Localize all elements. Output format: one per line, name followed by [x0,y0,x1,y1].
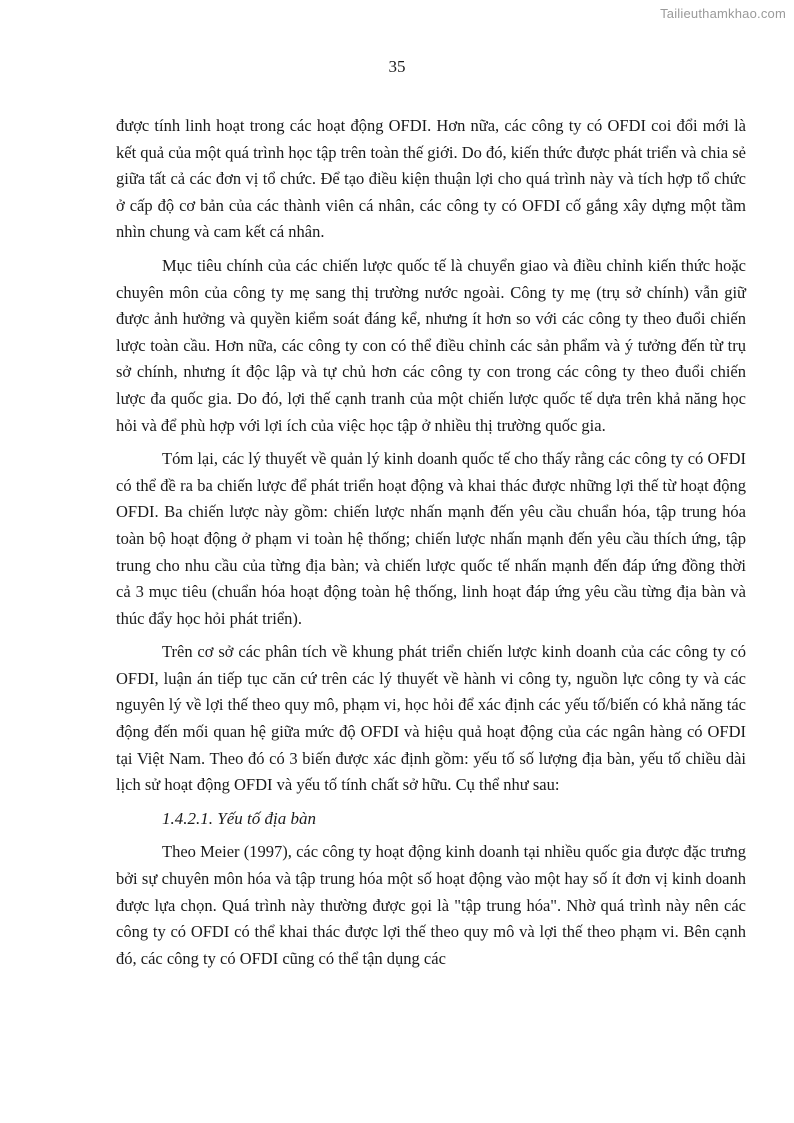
document-body [116,113,746,979]
paragraph-1: được tính linh hoạt trong các hoạt động OFDI. Hơn nữa, các công ty có OFDI coi đổi mới là kết quả của một quá trình học tập trên toàn thế giới. Do đó, kiến thức được phát triển và chia sẻ giữa tất cả các đơn vị tổ chức. Để tạo điều kiện thuận lợi cho quá trình này và tích hợp tổ chức ở cấp độ cơ bản của các thành viên cá nhân, các công ty có OFDI cố gắng xây dựng một tầm nhìn chung và cam kết cá nhân. [116,116,746,242]
paragraph-4: Trên cơ sở các phân tích về khung phát triển chiến lược kinh doanh của các công ty có OFDI, luận án tiếp tục căn cứ trên các lý thuyết về hành vi công ty, nguồn lực công ty và các nguyên lý về lợi thế theo quy mô, phạm vi, học hỏi để xác định các yếu tố/biến có khả năng tác động đến mối quan hệ giữa mức độ OFDI và hiệu quả hoạt động của các ngân hàng có OFDI tại Việt Nam. Theo đó có 3 biến được xác định gồm: yếu tố số lượng địa bàn, yếu tố chiều dài lịch sử hoạt động OFDI và yếu tố tính chất sở hữu. Cụ thể như sau: [116,642,746,795]
paragraph-3: Tóm lại, các lý thuyết về quản lý kinh doanh quốc tế cho thấy rằng các công ty có OFDI có thể đề ra ba chiến lược để phát triển hoạt động và khai thác được những lợi thế từ hoạt động OFDI. Ba chiến lược này gồm: chiến lược nhấn mạnh đến yêu cầu chuẩn hóa, tập trung hóa toàn bộ hoạt động ở phạm vi toàn hệ thống; chiến lược nhấn mạnh đến yêu cầu thích ứng, tập trung cho nhu cầu của từng địa bàn; và chiến lược quốc tế nhấn mạnh đến đáp ứng đồng thời cả 3 mục tiêu (chuẩn hóa hoạt động toàn hệ thống, linh hoạt đáp ứng yêu cầu từng địa bàn và thúc đẩy học hỏi phát triển). [116,449,746,628]
paragraph-2: Mục tiêu chính của các chiến lược quốc tế là chuyển giao và điều chỉnh kiến thức hoặc chuyên môn của công ty mẹ sang thị trường nước ngoài. Công ty mẹ (trụ sở chính) vẫn giữ được ảnh hưởng và quyền kiểm soát đáng kể, nhưng ít hơn so với các công ty theo đuổi chiến lược toàn cầu. Hơn nữa, các công ty con có thể điều chỉnh các sản phẩm và ý tưởng đến từ trụ sở chính, nhưng ít độc lập và tự chủ hơn các công ty con trong các công ty theo đuổi chiến lược đa quốc gia. Do đó, lợi thế cạnh tranh của một chiến lược quốc tế dựa trên khả năng học hỏi và để phù hợp với lợi ích của việc học tập ở nhiều thị trường quốc gia. [116,255,746,435]
section-heading: 1.4.2.1. Yếu tố địa bàn [162,808,316,828]
page-number: 35 [388,57,406,76]
watermark-text: Tailieuthamkhao.com [660,6,786,21]
paragraph-5: Theo Meier (1997), các công ty hoạt động kinh doanh tại nhiều quốc gia được đặc trưng bởi sự chuyên môn hóa và tập trung hóa một số hoạt động vào một hay số ít đơn vị kinh doanh được lựa chọn. Quá trình này thường được gọi là "tập trung hóa". Nhờ quá trình này nên các công ty có OFDI có thể khai thác được lợi thế theo quy mô và lợi thế theo phạm vi. Bên cạnh đó, các công ty có OFDI cũng có thể tận dụng các [116,842,746,968]
